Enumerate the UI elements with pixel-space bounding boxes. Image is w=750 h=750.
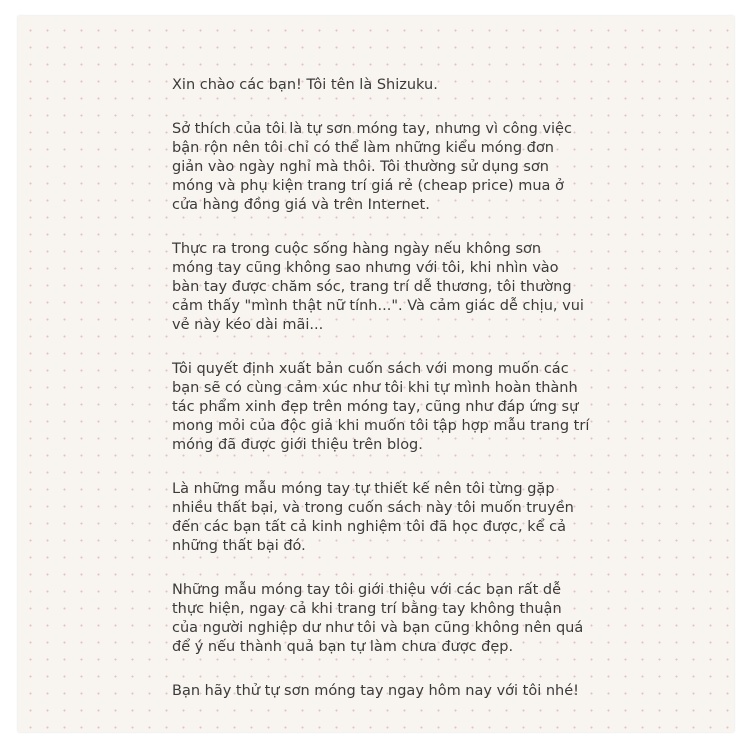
text-line: nhiều thất bại, và trong cuốn sách này tôi muốn truyền <box>172 500 574 516</box>
paragraph <box>172 581 647 657</box>
text-line: móng đã được giới thiệu trên blog. <box>172 437 423 453</box>
text-line: mong mỏi của độc giả khi muốn tôi tập hợp mẫu trang trí <box>172 418 590 434</box>
paragraph <box>172 240 647 335</box>
text-line: của người nghiệp dư như tôi và bạn cũng không nên quá <box>172 620 584 636</box>
text-line: Thực ra trong cuộc sống hàng ngày nếu không sơn <box>172 241 542 257</box>
paragraph <box>172 360 647 455</box>
paragraph <box>172 120 647 215</box>
text-line: đến các bạn tất cả kinh nghiệm tôi đã học được, kể cả <box>172 519 567 535</box>
text-line: móng tay cũng không sao nhưng với tôi, khi nhìn vào <box>172 260 559 276</box>
text-line: Những mẫu móng tay tôi giới thiệu với các bạn rất dễ <box>172 582 562 598</box>
paragraph <box>172 480 647 556</box>
text-line: Tôi quyết định xuất bản cuốn sách với mong muốn các <box>172 361 569 377</box>
book-page <box>18 16 734 732</box>
text-line: những thất bại đó. <box>172 538 306 554</box>
text-line: Xin chào các bạn! Tôi tên là Shizuku. <box>172 77 438 93</box>
text-line: Sở thích của tôi là tự sơn móng tay, nhưng vì công việc <box>172 121 572 137</box>
text-line: bàn tay được chăm sóc, trang trí dễ thương, tôi thường <box>172 279 572 295</box>
text-line: cảm thấy "mình thật nữ tính...". Và cảm giác dễ chịu, vui <box>172 298 584 314</box>
text-line: Là những mẫu móng tay tự thiết kế nên tôi từng gặp <box>172 481 555 497</box>
text-line: giản vào ngày nghỉ mà thôi. Tôi thường sử dụng sơn <box>172 159 549 175</box>
page-text <box>172 76 647 726</box>
text-line: bận rộn nên tôi chỉ có thể làm những kiểu móng đơn <box>172 140 554 156</box>
text-line: Bạn hãy thử tự sơn móng tay ngay hôm nay với tôi nhé! <box>172 683 579 699</box>
paragraph <box>172 76 647 95</box>
paragraph <box>172 682 647 701</box>
text-line: vẻ này kéo dài mãi... <box>172 317 324 333</box>
text-line: tác phẩm xinh đẹp trên móng tay, cũng như đáp ứng sự <box>172 399 579 415</box>
text-line: bạn sẽ có cùng cảm xúc như tôi khi tự mình hoàn thành <box>172 380 578 396</box>
text-line: móng và phụ kiện trang trí giá rẻ (cheap price) mua ở <box>172 178 564 194</box>
text-line: cửa hàng đồng giá và trên Internet. <box>172 197 430 213</box>
text-line: thực hiện, ngay cả khi trang trí bằng tay không thuận <box>172 601 562 617</box>
text-line: để ý nếu thành quả bạn tự làm chưa được đẹp. <box>172 639 514 655</box>
